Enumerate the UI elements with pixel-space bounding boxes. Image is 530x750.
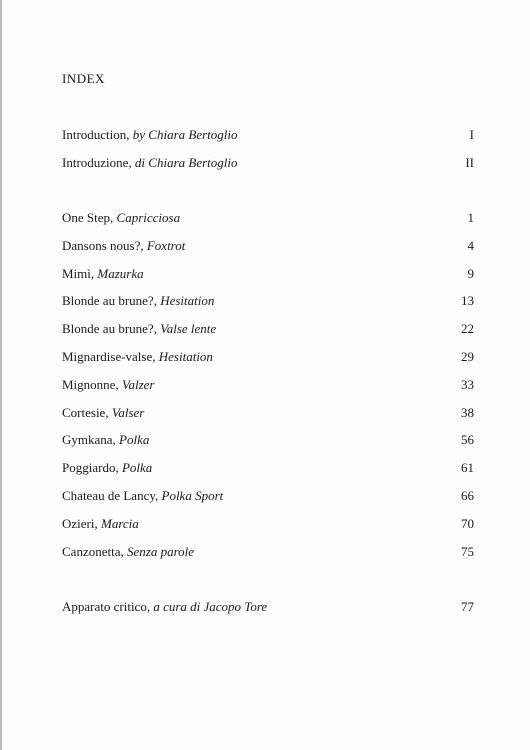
entry-subtitle: Hesitation bbox=[158, 348, 213, 364]
toc-entry-label bbox=[62, 489, 223, 517]
entry-title: Poggiardo, bbox=[62, 460, 119, 476]
toc-group-introductions bbox=[62, 128, 474, 184]
page-number: 13 bbox=[461, 293, 474, 309]
page-number: 9 bbox=[467, 265, 474, 281]
toc-entry bbox=[62, 267, 474, 295]
page-number: II bbox=[465, 154, 474, 170]
entry-subtitle: Foxtrot bbox=[146, 237, 186, 253]
entry-subtitle: Marcia bbox=[100, 515, 139, 531]
page-number: 4 bbox=[467, 237, 474, 253]
page-number: 77 bbox=[461, 599, 474, 614]
toc-entry bbox=[62, 600, 474, 628]
toc-entry-label bbox=[62, 406, 144, 434]
page-number: 33 bbox=[461, 376, 474, 392]
toc-entry-label bbox=[62, 322, 216, 350]
entry-title: Chateau de Lancy, bbox=[62, 487, 159, 503]
entry-title: Mignardise-valse, bbox=[62, 348, 156, 364]
entry-subtitle: Valzer bbox=[121, 376, 155, 392]
toc-entry bbox=[62, 322, 474, 350]
toc-entry bbox=[62, 239, 474, 267]
entry-title: Gymkana, bbox=[62, 432, 116, 448]
entry-title: Canzonetta, bbox=[62, 543, 124, 559]
toc-entry bbox=[62, 211, 474, 239]
toc-entry bbox=[62, 517, 474, 545]
entry-subtitle: Polka bbox=[119, 432, 150, 448]
entry-title: Mignonne, bbox=[62, 376, 119, 392]
toc-entry-label bbox=[62, 378, 154, 406]
index-title: INDEX bbox=[62, 71, 105, 86]
entry-title: Mimì, bbox=[62, 265, 95, 281]
entry-subtitle: di Chiara Bertoglio bbox=[134, 154, 238, 170]
page-number: 1 bbox=[467, 210, 474, 225]
toc-entry bbox=[62, 350, 474, 378]
entry-subtitle: by Chiara Bertoglio bbox=[132, 127, 238, 142]
toc-entry-label bbox=[62, 433, 149, 461]
toc-group-apparatus bbox=[62, 600, 474, 628]
page-number: 75 bbox=[461, 543, 474, 559]
toc-entry bbox=[62, 156, 474, 184]
page-number: 29 bbox=[461, 348, 474, 364]
page-number: 61 bbox=[461, 460, 474, 476]
entry-subtitle: Polka bbox=[121, 460, 153, 476]
entry-title: Blonde au brune?, bbox=[62, 293, 157, 309]
entry-title: Dansons nous?, bbox=[62, 237, 144, 253]
toc-entry bbox=[62, 128, 474, 156]
toc-entry-label bbox=[62, 239, 185, 267]
toc-entry bbox=[62, 406, 474, 434]
toc-entry-label bbox=[62, 517, 139, 545]
toc-entry-label bbox=[62, 600, 267, 628]
entry-subtitle: Senza parole bbox=[126, 543, 195, 559]
entry-title: Blonde au brune?, bbox=[62, 321, 157, 337]
toc-entry bbox=[62, 433, 474, 461]
toc-entry bbox=[62, 461, 474, 489]
page-number: 70 bbox=[461, 515, 474, 531]
toc-entry bbox=[62, 489, 474, 517]
entry-subtitle: Capricciosa bbox=[116, 210, 181, 225]
page-number: 22 bbox=[461, 321, 474, 337]
toc-entry-label bbox=[62, 267, 144, 295]
toc-entry-label bbox=[62, 294, 214, 322]
toc-entry bbox=[62, 294, 474, 322]
toc-entry bbox=[62, 545, 474, 573]
entry-title: Introduzione, bbox=[62, 154, 132, 170]
entry-subtitle: Polka Sport bbox=[161, 487, 224, 503]
toc-entry-label bbox=[62, 350, 213, 378]
page-number: 56 bbox=[461, 432, 474, 448]
entry-subtitle: a cura di Jacopo Tore bbox=[153, 599, 268, 614]
entry-title: Apparato critico, bbox=[62, 599, 151, 614]
page-number: 38 bbox=[461, 404, 474, 420]
entry-subtitle: Valser bbox=[111, 404, 145, 420]
entry-subtitle: Valse lente bbox=[160, 321, 217, 337]
page-number: 66 bbox=[461, 487, 474, 503]
toc-entry-label bbox=[62, 461, 152, 489]
entry-title: One Step, bbox=[62, 210, 114, 225]
entry-title: Ozieri, bbox=[62, 515, 98, 531]
toc-entry-label bbox=[62, 156, 237, 184]
entry-subtitle: Hesitation bbox=[160, 293, 215, 309]
entry-subtitle: Mazurka bbox=[97, 265, 144, 281]
page-number: I bbox=[469, 127, 474, 142]
toc-entry-label bbox=[62, 545, 194, 573]
entry-title: Introduction, bbox=[62, 127, 130, 142]
toc-entry-label bbox=[62, 211, 180, 239]
entry-title: Cortesie, bbox=[62, 404, 109, 420]
toc-group-pieces bbox=[62, 211, 474, 572]
toc-entry bbox=[62, 378, 474, 406]
toc-entry-label bbox=[62, 128, 237, 156]
